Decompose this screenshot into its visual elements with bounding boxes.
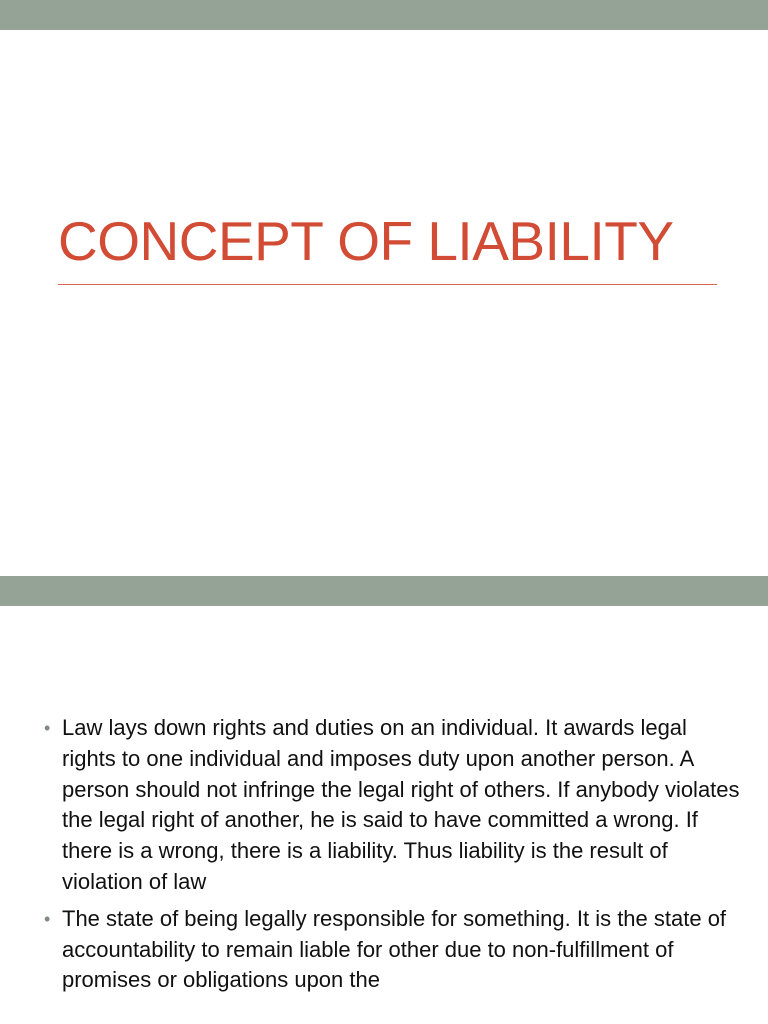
bullet-text-1: Law lays down rights and duties on an individual. It awards legal rights to one individual and imposes duty upon another person. A person should not infringe the legal right of others. If anybody violates the legal right of another, he is said to have committed a wrong. If there is a wrong, there is a liability. Thus liability is the result of violation of law [62,715,740,894]
slide-2-header-band [0,576,768,606]
bullet-dot-icon: • [44,908,51,929]
bullet-dot-icon: • [44,718,51,738]
slide-title: CONCEPT OF LIABILITY [58,210,674,272]
slide-1-header-band [0,0,768,30]
bullet-item-2 [44,904,744,996]
bullet-list [44,713,744,1002]
title-underline [58,284,717,285]
bullet-text-2: The state of being legally responsible for something. It is the state of accountability to remain liable for other due to non-fulfillment of promises or obligations upon the [62,905,727,993]
bullet-item-1 [44,713,744,898]
slide-2 [0,576,768,1024]
